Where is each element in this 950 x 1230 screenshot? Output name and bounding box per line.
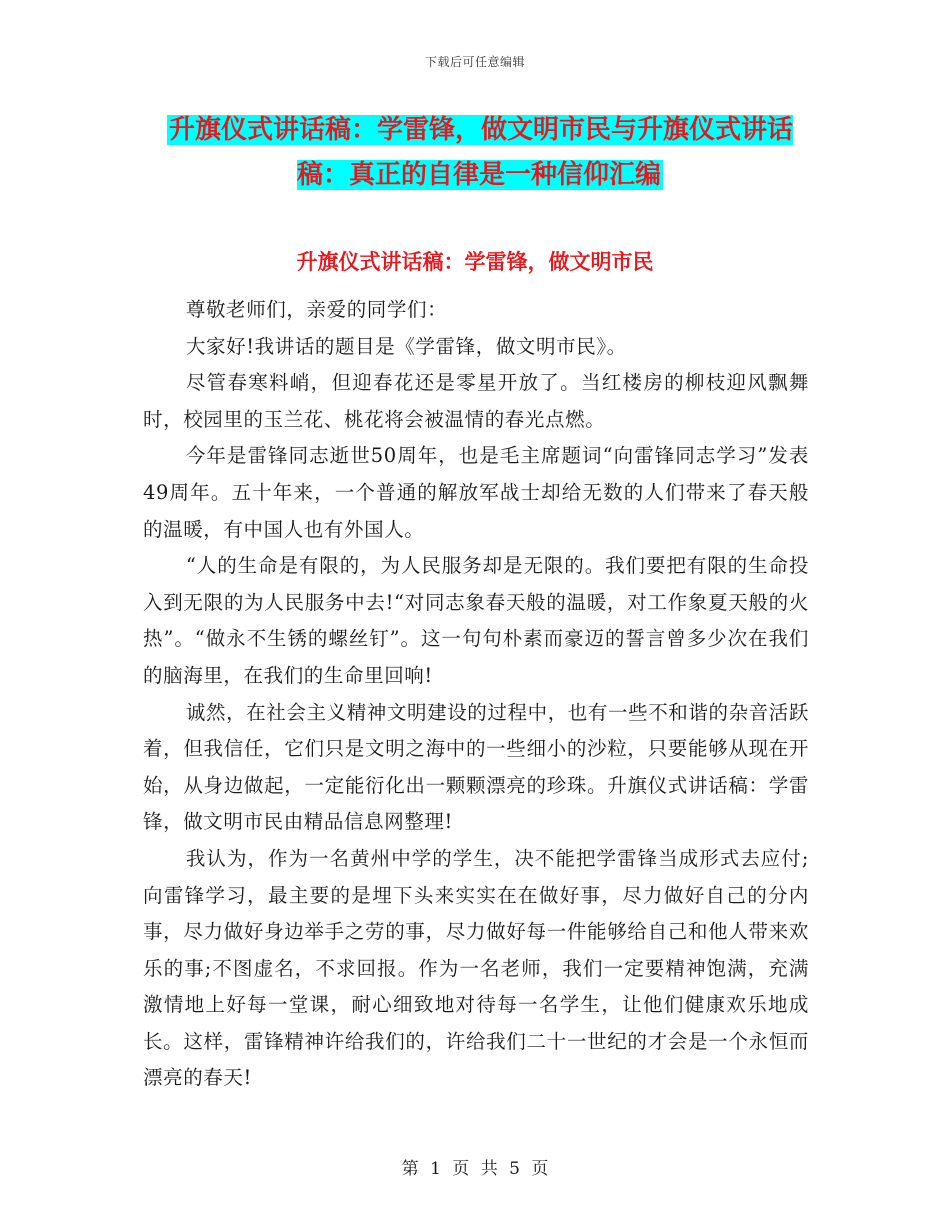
paragraph: “人的生命是有限的，为人民服务却是无限的。我们要把有限的生命投入到无限的为人民服务中去!“对同志象春天般的温暖，对工作象夏天般的火热”。“做永不生锈的螺丝钉”。这一句句朴素而豪迈的誓言曾多少次在我们的脑海里，在我们的生命里回响!	[143, 554, 809, 687]
document-title	[150, 108, 810, 198]
body-text	[143, 292, 809, 1097]
page-footer: 第 1 页 共 5 页	[401, 1159, 549, 1179]
paragraph: 今年是雷锋同志逝世50周年，也是毛主席题词“向雷锋同志学习”发表49周年。五十年来，一个普通的解放军战士却给无数的人们带来了春天般的温暖，有中国人也有外国人。	[143, 444, 809, 541]
paragraph: 我认为，作为一名黄州中学的学生，决不能把学雷锋当成形式去应付;向雷锋学习，最主要的是埋下头来实实在在做好事，尽力做好自己的分内事，尽力做好身边举手之劳的事，尽力做好每一件能够给自己和他人带来欢乐的事;不图虚名，不求回报。作为一名老师，我们一定要精神饱满，充满激情地上好每一堂课，耐心细致地对待每一名学生，让他们健康欢乐地成长。这样，雷锋精神许给我们的，许给我们二十一世纪的才会是一个永恒而漂亮的春天!	[143, 846, 809, 1090]
section-title: 升旗仪式讲话稿：学雷锋，做文明市民	[296, 250, 654, 274]
paragraph: 大家好!我讲话的题目是《学雷锋，做文明市民》。	[185, 334, 627, 358]
paragraph: 尽管春寒料峭，但迎春花还是零星开放了。当红楼房的柳枝迎风飘舞时，校园里的玉兰花、桃花将会被温情的春光点燃。	[143, 371, 809, 431]
paragraph: 尊敬老师们，亲爱的同学们：	[185, 298, 448, 321]
header-note: 下载后可任意编辑	[424, 55, 525, 69]
document-title-text: 升旗仪式讲话稿：学雷锋，做文明市民与升旗仪式讲话稿：真正的自律是一种信仰汇编	[168, 115, 793, 190]
paragraph: 诚然，在社会主义精神文明建设的过程中，也有一些不和谐的杂音活跃着，但我信任，它们只是文明之海中的一些细小的沙粒，只要能够从现在开始，从身边做起，一定能衍化出一颗颗漂亮的珍珠。升旗仪式讲话稿：学雷锋，做文明市民由精品信息网整理!	[143, 700, 809, 834]
